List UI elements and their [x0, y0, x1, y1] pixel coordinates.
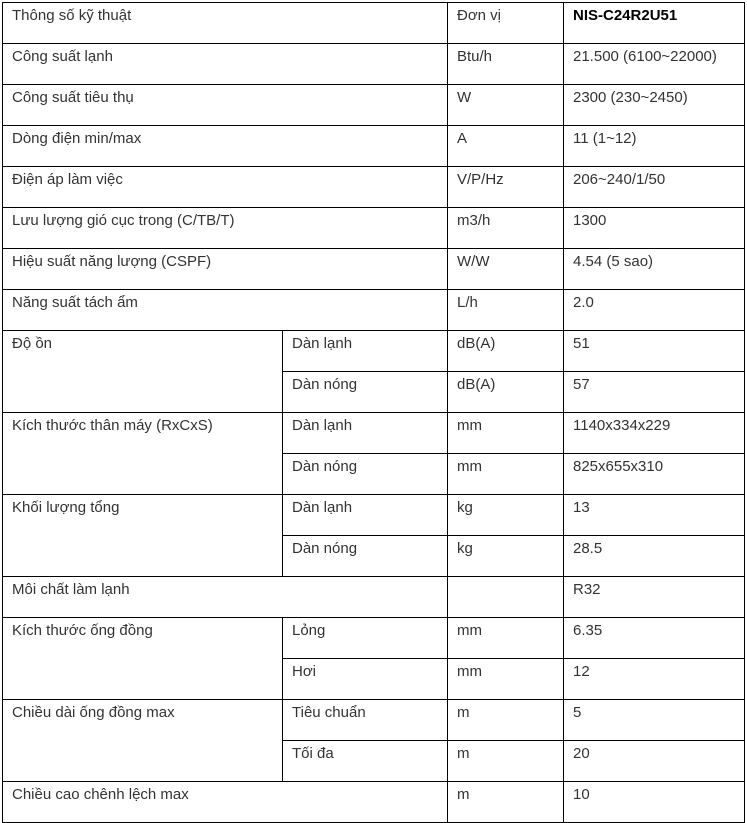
row-value: 51 — [564, 331, 745, 372]
row-param: Năng suất tách ẩm — [3, 290, 448, 331]
row-unit: W/W — [448, 249, 564, 290]
row-unit: m3/h — [448, 208, 564, 249]
table-row — [3, 208, 745, 249]
group-sub: Dàn nóng — [283, 536, 448, 577]
group-sub: Lỏng — [283, 618, 448, 659]
row-unit: mm — [448, 618, 564, 659]
row-value: 2300 (230~2450) — [564, 85, 745, 126]
row-unit: L/h — [448, 290, 564, 331]
row-unit: kg — [448, 536, 564, 577]
row-param: Công suất lạnh — [3, 44, 448, 85]
row-param: Điện áp làm việc — [3, 167, 448, 208]
row-value: 1140x334x229 — [564, 413, 745, 454]
row-param: Dòng điện min/max — [3, 126, 448, 167]
row-unit: A — [448, 126, 564, 167]
row-value: 6.35 — [564, 618, 745, 659]
row-value: 2.0 — [564, 290, 745, 331]
row-value: 57 — [564, 372, 745, 413]
row-value: 206~240/1/50 — [564, 167, 745, 208]
row-unit: m — [448, 700, 564, 741]
group-sub: Tiêu chuẩn — [283, 700, 448, 741]
row-value: 12 — [564, 659, 745, 700]
group-sub: Dàn lạnh — [283, 331, 448, 372]
table-row — [3, 495, 745, 536]
row-unit: dB(A) — [448, 372, 564, 413]
table-row — [3, 618, 745, 659]
table-header-row — [3, 3, 745, 44]
row-value: 10 — [564, 782, 745, 823]
spec-table — [2, 2, 745, 823]
row-unit: V/P/Hz — [448, 167, 564, 208]
table-row — [3, 85, 745, 126]
group-sub: Tối đa — [283, 741, 448, 782]
group-param: Kích thước ống đồng — [3, 618, 283, 700]
table-row — [3, 126, 745, 167]
row-unit — [448, 577, 564, 618]
row-unit: dB(A) — [448, 331, 564, 372]
row-unit: mm — [448, 413, 564, 454]
table-row — [3, 413, 745, 454]
header-model: NIS-C24R2U51 — [564, 3, 745, 44]
group-sub: Dàn nóng — [283, 454, 448, 495]
header-unit: Đơn vị — [448, 3, 564, 44]
group-param: Khối lượng tổng — [3, 495, 283, 577]
header-param: Thông số kỹ thuật — [3, 3, 448, 44]
row-param: Chiều cao chênh lệch max — [3, 782, 448, 823]
row-value: 825x655x310 — [564, 454, 745, 495]
row-param: Công suất tiêu thụ — [3, 85, 448, 126]
row-value: 20 — [564, 741, 745, 782]
table-row — [3, 577, 745, 618]
group-sub: Dàn nóng — [283, 372, 448, 413]
row-value: 28.5 — [564, 536, 745, 577]
row-value: 5 — [564, 700, 745, 741]
row-unit: m — [448, 741, 564, 782]
row-unit: mm — [448, 659, 564, 700]
group-sub: Hơi — [283, 659, 448, 700]
row-value: 13 — [564, 495, 745, 536]
row-value: R32 — [564, 577, 745, 618]
group-param: Chiều dài ống đồng max — [3, 700, 283, 782]
table-row — [3, 700, 745, 741]
table-row — [3, 331, 745, 372]
table-row — [3, 249, 745, 290]
group-param: Kích thước thân máy (RxCxS) — [3, 413, 283, 495]
row-param: Môi chất làm lạnh — [3, 577, 448, 618]
row-value: 4.54 (5 sao) — [564, 249, 745, 290]
row-value: 11 (1~12) — [564, 126, 745, 167]
row-value: 1300 — [564, 208, 745, 249]
row-param: Hiệu suất năng lượng (CSPF) — [3, 249, 448, 290]
table-row — [3, 782, 745, 823]
row-param: Lưu lượng gió cục trong (C/TB/T) — [3, 208, 448, 249]
table-row — [3, 44, 745, 85]
table-row — [3, 167, 745, 208]
row-unit: Btu/h — [448, 44, 564, 85]
group-sub: Dàn lạnh — [283, 413, 448, 454]
row-value: 21.500 (6100~22000) — [564, 44, 745, 85]
group-param: Độ ồn — [3, 331, 283, 413]
row-unit: mm — [448, 454, 564, 495]
row-unit: kg — [448, 495, 564, 536]
group-sub: Dàn lạnh — [283, 495, 448, 536]
row-unit: m — [448, 782, 564, 823]
table-row — [3, 290, 745, 331]
row-unit: W — [448, 85, 564, 126]
